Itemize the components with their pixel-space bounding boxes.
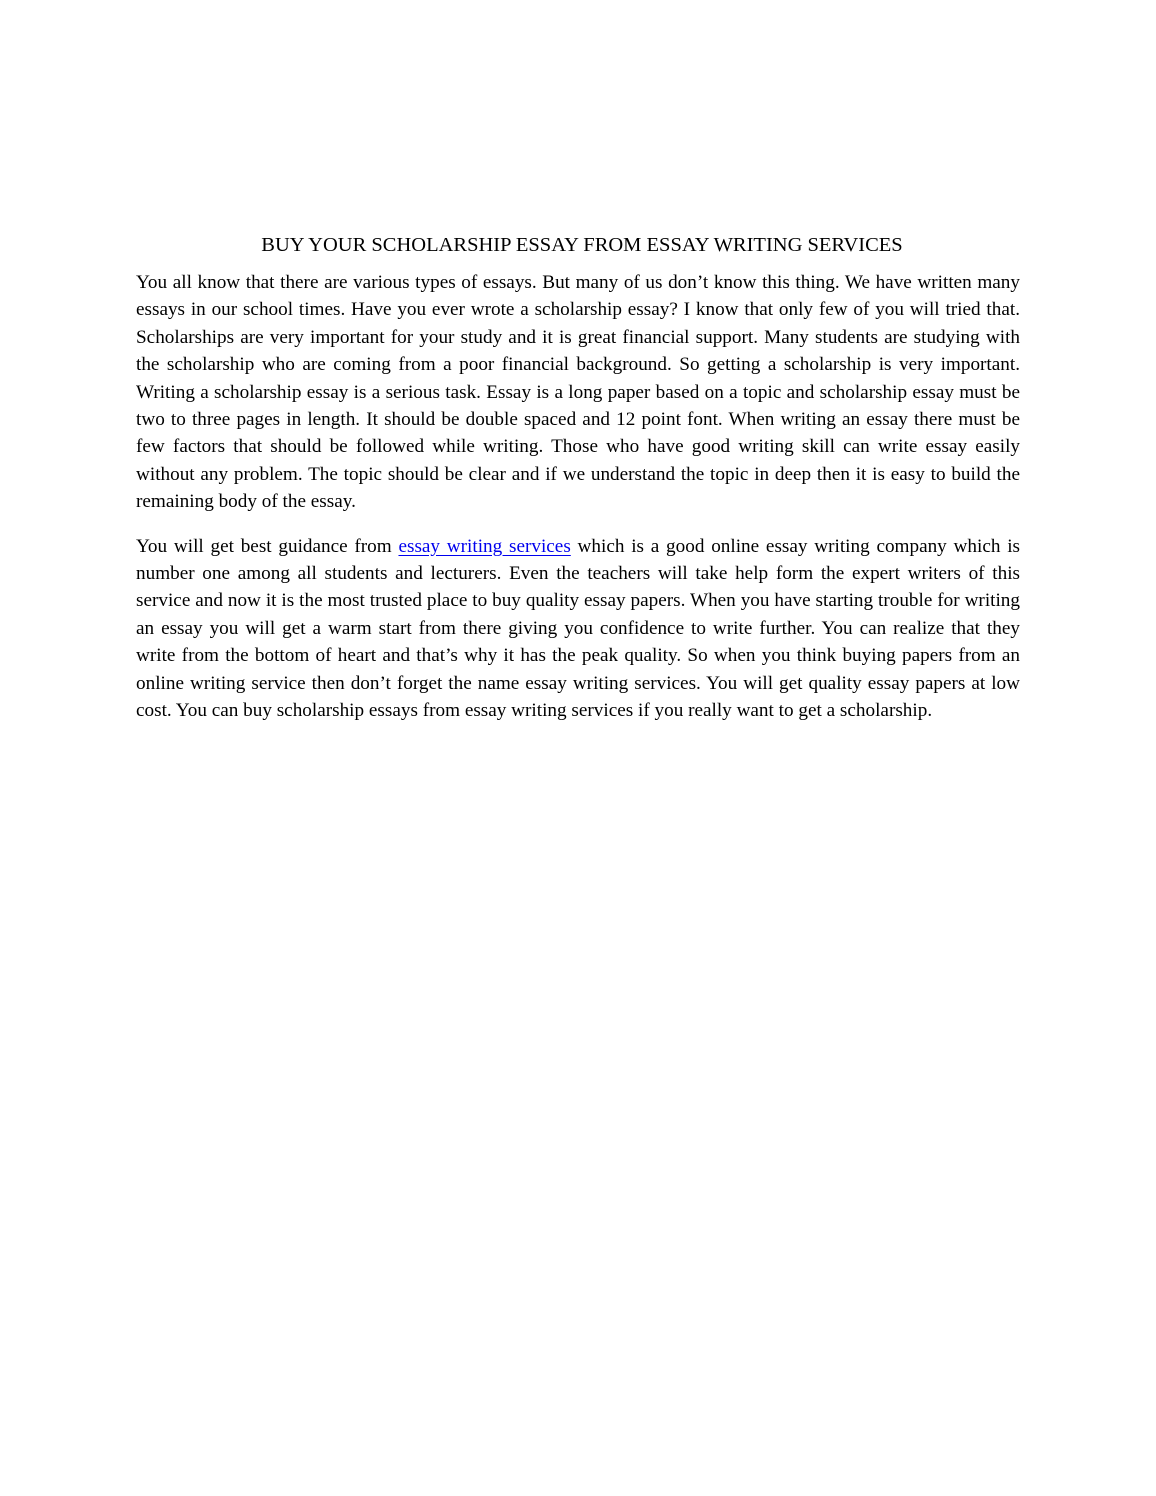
paragraph-guidance (136, 533, 1025, 725)
paragraph-intro: You all know that there are various types of essays. But many of us don’t know this thing. We have written many essays in our school times. Have you ever wrote a scholarship essay? I know that only few of you will tried that. Scholarships are very important for your study and it is great financial support. Many students are studying with the scholarship who are coming from a poor financial background. So getting a scholarship is very important. Writing a scholarship essay is a serious task. Essay is a long paper based on a topic and scholarship essay must be two to three pages in length. It should be double spaced and 12 point font. When writing an essay there must be few factors that should be followed while writing. Those who have good writing skill can write essay easily without any problem. The topic should be clear and if we understand the topic in deep then it is easy to build the remaining body of the essay. (136, 272, 1030, 513)
document-title: BUY YOUR SCHOLARSHIP ESSAY FROM ESSAY WRITING SERVICES (261, 234, 903, 256)
paragraph-guidance-lead: You will get best guidance from (136, 535, 399, 557)
paragraph-guidance-rest: which is a good online essay writing company which is number one among all students and lecturers. Even the teachers will take help form the expert writers of this service and now it is the most trusted place to buy quality essay papers. When you have starting trouble for writing an essay you will get a warm start from there giving you confidence to write further. You can realize that they write from the bottom of heart and that’s why it has the peak quality. So when you think buying papers from an online writing service then don’t forget the name essay writing services. You will get quality essay papers at low cost. You can buy scholarship essays from essay writing services if you really want to get a scholarship. (136, 535, 1025, 722)
essay-writing-services-link[interactable]: essay writing services (398, 535, 571, 557)
document-body (136, 232, 1030, 742)
